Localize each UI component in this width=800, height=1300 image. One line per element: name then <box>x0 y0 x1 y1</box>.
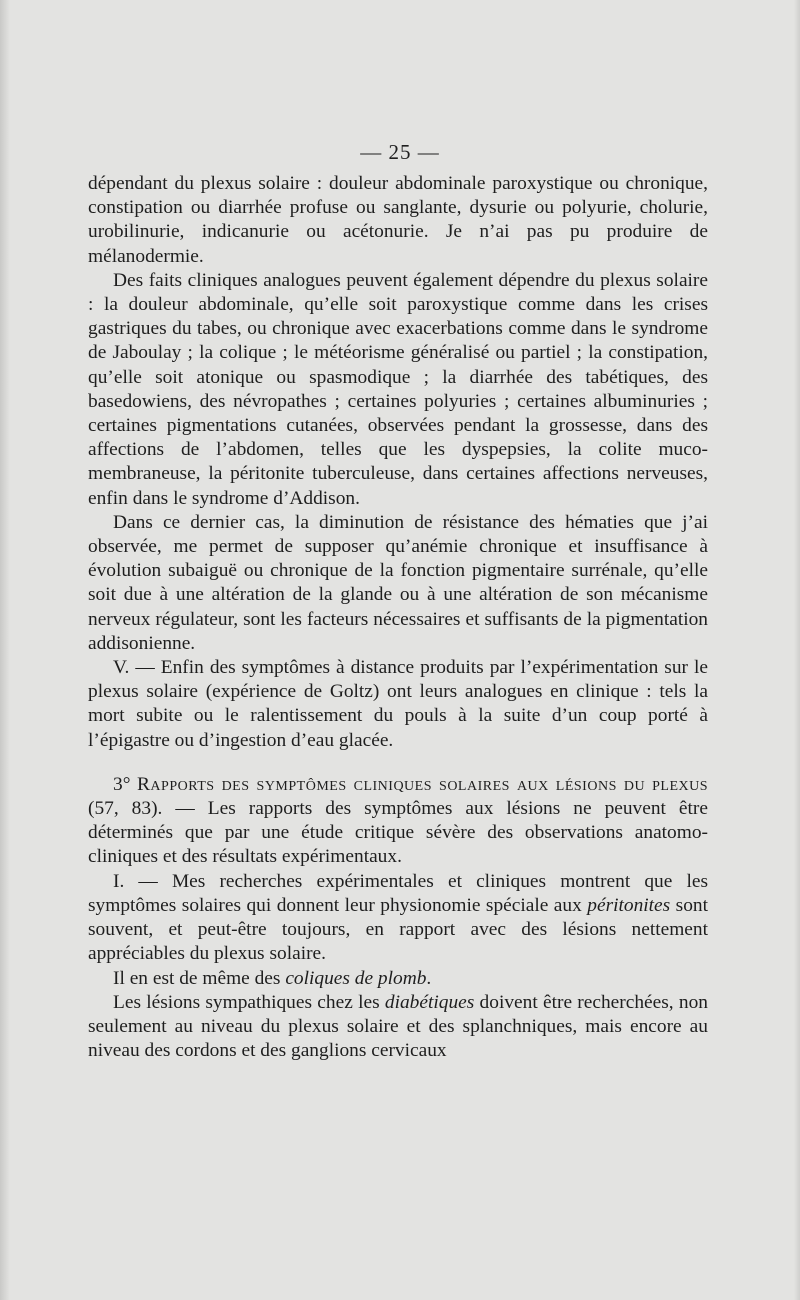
heading-number: 3° <box>113 773 131 795</box>
heading-title: Rapports des symptômes cliniques solaires aux lésions du plexus <box>136 773 709 795</box>
body-text <box>88 172 708 1063</box>
paragraph-plomb: Il en est de même des coliques de plomb. <box>113 967 432 989</box>
italic-term-peritonites: péritonites <box>587 894 671 916</box>
page-number: — 25 — <box>360 140 440 164</box>
heading-paragraph-text: (57, 83). — Les rapports des symptômes aux lésions ne peuvent être déterminés que par une étude critique sévère des observations anatomo-cliniques et des résultats expérimentaux. <box>88 798 708 868</box>
paragraph-continuation: dépendant du plexus solaire : douleur abdominale paroxystique ou chronique, constipation ou diarrhée profuse ou sanglante, dysurie ou polyurie, cholurie, urobilinurie, indicanurie ou acétonurie. Je n’ai pas pu produire de mélanodermie. <box>88 173 708 267</box>
italic-term-diabetiques: diabétiques <box>384 991 475 1013</box>
paragraph-clinical-facts: Des faits cliniques analogues peuvent également dépendre du plexus solaire : la douleur abdominale, qu’elle soit paroxystique comme dans les crises gastriques du tabes, ou chronique avec exacerbations comme dans le syndrome de Jaboulay ; la colique ; le météorisme généralisé ou partiel ; la constipation, qu’elle soit atonique ou spasmodique ; la diarrhée des tabétiques, des basedowiens, des névropathes ; certaines polyuries ; certaines albuminuries ; certaines pigmentations cutanées, observées pendant la grossesse, dans des affections de l’abdomen, telles que les dyspepsies, la colite muco-membraneuse, la péritonite tuberculeuse, dans certaines affections nerveuses, enfin dans le syndrome d’Addison. <box>88 269 708 509</box>
paragraph-section-i: I. — Mes recherches expérimentales et cliniques montrent que les symptômes solaires qui donnent leur physionomie spéciale aux péritonites sont souvent, et peut-être toujours, en rapport avec des lésions nettement appréciables du plexus solaire. <box>88 870 709 965</box>
paragraph-addison: Dans ce dernier cas, la diminution de résistance des hématies que j’ai observée, me permet de supposer qu’anémie chronique et insuffisance à évolution subaiguë ou chronique de la fonction pigmentaire surrénale, qu’elle soit due à une altération de la glande ou à une altération de son mécanisme nerveux régulateur, sont les facteurs nécessaires et suffisants de la pigmentation addisonienne. <box>88 511 708 654</box>
paragraph-section-v: V. — Enfin des symptômes à distance produits par l’expérimentation sur le plexus solaire (expérience de Goltz) ont leurs analogues en clinique : tels la mort subite ou le ralentissement du pouls à la suite d’un coup porté à l’épigastre ou d’ingestion d’eau glacée. <box>88 657 708 751</box>
paragraph-diabetiques: Les lésions sympathiques chez les diabétiques doivent être recherchées, non seulement au niveau du plexus solaire et des splanchniques, mais encore au niveau des cordons et des ganglions cervicaux <box>88 991 708 1062</box>
italic-term-coliques: coliques de plomb <box>285 967 427 989</box>
section-heading-paragraph <box>88 773 708 870</box>
